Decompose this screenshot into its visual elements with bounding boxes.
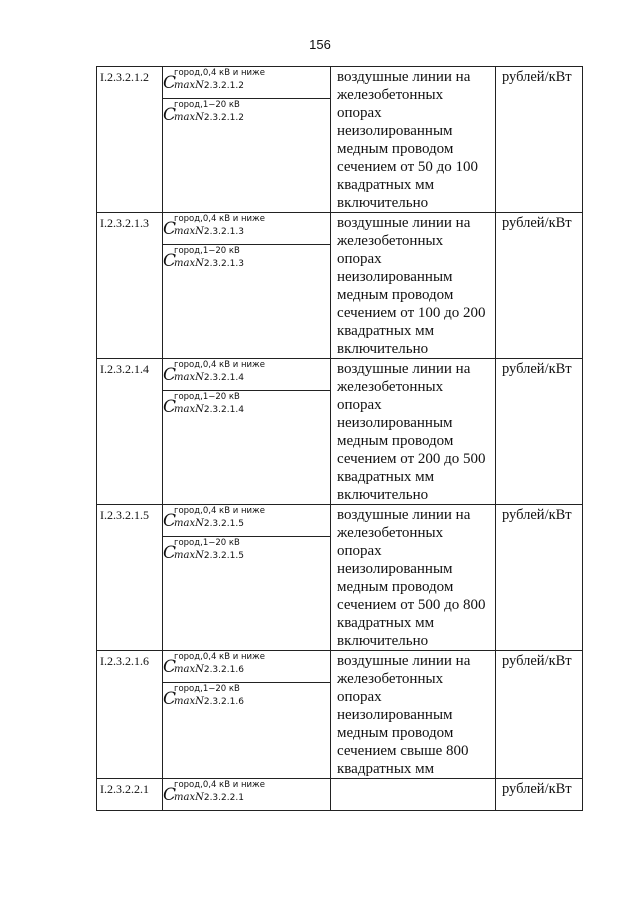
- row-unit-cell: [496, 505, 583, 651]
- rate-symbol-subscript-num: 2.3.2.1.5: [203, 519, 244, 529]
- row-symbol-cell: [163, 505, 331, 651]
- row-code-cell: [97, 213, 163, 359]
- row-symbol-cell: [163, 213, 331, 359]
- rate-symbol-subscript-num: 2.3.2.1.6: [203, 697, 244, 707]
- row-description-cell: [331, 651, 496, 779]
- row-unit-cell: [496, 67, 583, 213]
- rate-symbol-subscript-var: maxN: [174, 226, 204, 237]
- row-description: воздушные линии на железобетонных опорах неизолированным медным проводом сечением свыше 800 квадратных мм: [337, 653, 471, 777]
- row-symbol-cell: [163, 67, 331, 213]
- rate-symbol-letter: C: [163, 511, 177, 531]
- row-description-cell: [331, 779, 496, 811]
- table-row: [97, 651, 583, 779]
- row-description-cell: [331, 359, 496, 505]
- row-symbol-cell: [163, 651, 331, 779]
- rate-symbol-superscript: город,0,4 кВ и ниже: [174, 360, 265, 370]
- rate-symbol-superscript: город,1−20 кВ: [174, 100, 240, 110]
- rate-symbol-superscript: город,0,4 кВ и ниже: [174, 506, 265, 516]
- rate-symbol-subscript-num: 2.3.2.1.3: [203, 259, 244, 269]
- row-code: I.2.3.2.1.4: [100, 362, 149, 376]
- rate-symbol-subscript: [174, 80, 244, 91]
- row-description: воздушные линии на железобетонных опорах неизолированным медным проводом сечением от 200 до 500 квадратных мм включительно: [337, 361, 486, 503]
- row-code: I.2.3.2.1.3: [100, 216, 149, 230]
- row-unit: рублей/кВт: [502, 69, 572, 85]
- row-code: I.2.3.2.1.6: [100, 654, 149, 668]
- row-description: воздушные линии на железобетонных опорах неизолированным медным проводом сечением от 100 до 200 квадратных мм включительно: [337, 215, 486, 357]
- tariff-table: [96, 66, 583, 811]
- rate-symbol-letter: C: [163, 73, 177, 93]
- row-description-cell: [331, 213, 496, 359]
- rate-symbol-superscript: город,1−20 кВ: [174, 392, 240, 402]
- rate-symbol-subscript: [174, 518, 244, 529]
- row-unit-cell: [496, 359, 583, 505]
- row-unit: рублей/кВт: [502, 361, 572, 377]
- rate-symbol-subscript-var: maxN: [174, 112, 204, 123]
- rate-symbol: [163, 505, 330, 536]
- rate-symbol-subscript-var: maxN: [174, 664, 204, 675]
- rate-symbol-superscript: город,1−20 кВ: [174, 246, 240, 256]
- rate-symbol-subscript-num: 2.3.2.1.5: [203, 551, 244, 561]
- row-code-cell: [97, 67, 163, 213]
- row-unit-cell: [496, 779, 583, 811]
- row-code-cell: [97, 779, 163, 811]
- rate-symbol-subscript-num: 2.3.2.1.2: [203, 113, 244, 123]
- rate-symbol-letter: C: [163, 219, 177, 239]
- rate-symbol-subscript-num: 2.3.2.1.3: [203, 227, 244, 237]
- rate-symbol-subscript-var: maxN: [174, 792, 204, 803]
- row-unit-cell: [496, 213, 583, 359]
- rate-symbol-subscript: [174, 792, 244, 803]
- table-row: [97, 505, 583, 651]
- row-description: [331, 779, 495, 780]
- rate-symbol-subscript-var: maxN: [174, 372, 204, 383]
- row-code-cell: [97, 651, 163, 779]
- rate-symbol-subscript: [174, 550, 244, 561]
- rate-symbol-subscript-num: 2.3.2.1.4: [203, 373, 244, 383]
- rate-symbol-letter: C: [163, 365, 177, 385]
- rate-symbol-subscript-var: maxN: [174, 80, 204, 91]
- rate-symbol-subscript-var: maxN: [174, 258, 204, 269]
- rate-symbol-subscript: [174, 372, 244, 383]
- rate-symbol-subscript-num: 2.3.2.2.1: [203, 793, 244, 803]
- rate-symbol-subscript: [174, 226, 244, 237]
- rate-symbol-letter: C: [163, 397, 177, 417]
- row-unit: рублей/кВт: [502, 507, 572, 523]
- rate-symbol-subscript: [174, 404, 244, 415]
- row-code: I.2.3.2.1.5: [100, 508, 149, 522]
- row-description: воздушные линии на железобетонных опорах неизолированным медным проводом сечением от 500 до 800 квадратных мм включительно: [337, 507, 486, 649]
- rate-symbol: [163, 390, 330, 421]
- rate-symbol-letter: C: [163, 251, 177, 271]
- rate-symbol-subscript-var: maxN: [174, 404, 204, 415]
- rate-symbol-letter: C: [163, 657, 177, 677]
- table-row: [97, 359, 583, 505]
- rate-symbol-subscript: [174, 112, 244, 123]
- rate-symbol: [163, 98, 330, 129]
- table-row: [97, 779, 583, 811]
- rate-symbol-letter: C: [163, 543, 177, 563]
- row-code: I.2.3.2.1.2: [100, 70, 149, 84]
- rate-symbol-subscript-var: maxN: [174, 696, 204, 707]
- page-number: 156: [309, 37, 331, 52]
- row-unit-cell: [496, 651, 583, 779]
- rate-symbol: [163, 244, 330, 275]
- row-description-cell: [331, 505, 496, 651]
- rate-symbol-subscript-var: maxN: [174, 550, 204, 561]
- rate-symbol: [163, 359, 330, 390]
- row-description: воздушные линии на железобетонных опорах неизолированным медным проводом сечением от 50 до 100 квадратных мм включительно: [337, 69, 479, 211]
- rate-symbol-subscript-var: maxN: [174, 518, 204, 529]
- rate-symbol-letter: C: [163, 105, 177, 125]
- table-row: [97, 67, 583, 213]
- row-code: I.2.3.2.2.1: [100, 782, 149, 796]
- rate-symbol-subscript: [174, 696, 244, 707]
- rate-symbol-subscript: [174, 664, 244, 675]
- rate-symbol: [163, 682, 330, 713]
- row-symbol-cell: [163, 359, 331, 505]
- rate-symbol-subscript: [174, 258, 244, 269]
- rate-symbol: [163, 213, 330, 244]
- rate-symbol-subscript-num: 2.3.2.1.4: [203, 405, 244, 415]
- rate-symbol-letter: C: [163, 689, 177, 709]
- row-unit: рублей/кВт: [502, 653, 572, 669]
- rate-symbol-superscript: город,1−20 кВ: [174, 684, 240, 694]
- row-code-cell: [97, 359, 163, 505]
- row-symbol-cell: [163, 779, 331, 811]
- rate-symbol: [163, 779, 330, 810]
- table-row: [97, 213, 583, 359]
- rate-symbol-superscript: город,1−20 кВ: [174, 538, 240, 548]
- rate-symbol: [163, 536, 330, 567]
- row-description-cell: [331, 67, 496, 213]
- rate-symbol: [163, 67, 330, 98]
- rate-symbol-superscript: город,0,4 кВ и ниже: [174, 652, 265, 662]
- row-unit: рублей/кВт: [502, 215, 572, 231]
- row-unit: рублей/кВт: [502, 781, 572, 797]
- rate-symbol-superscript: город,0,4 кВ и ниже: [174, 214, 265, 224]
- row-code-cell: [97, 505, 163, 651]
- rate-symbol-subscript-num: 2.3.2.1.6: [203, 665, 244, 675]
- rate-symbol-superscript: город,0,4 кВ и ниже: [174, 68, 265, 78]
- rate-symbol-letter: C: [163, 785, 177, 805]
- rate-symbol-subscript-num: 2.3.2.1.2: [203, 81, 244, 91]
- rate-symbol: [163, 651, 330, 682]
- rate-symbol-superscript: город,0,4 кВ и ниже: [174, 780, 265, 790]
